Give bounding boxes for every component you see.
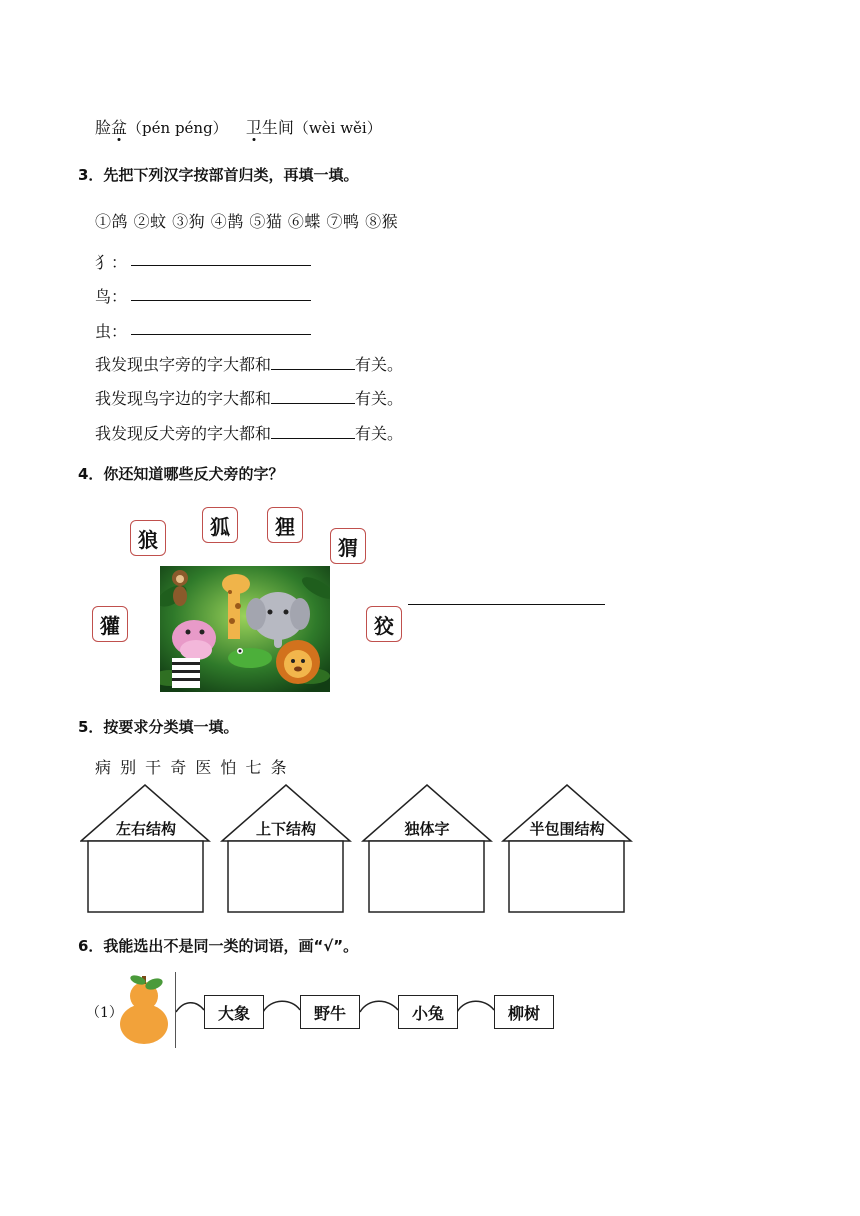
- word-box[interactable]: 大象: [204, 995, 264, 1029]
- question-6-title: 6．我能选出不是同一类的词语，画“√”。: [78, 937, 359, 955]
- word-box[interactable]: 柳树: [494, 995, 554, 1029]
- radical-label-dog: 犭：: [95, 253, 128, 272]
- house-label-half-surround: 半包围结构: [529, 820, 605, 838]
- house-label-left-right: 左右结构: [115, 820, 176, 838]
- word-text: 脸: [95, 118, 112, 137]
- radical-label-insect: 虫：: [95, 322, 128, 341]
- pinyin-options: （pén péng）: [127, 119, 228, 137]
- answer-blank[interactable]: [131, 265, 311, 266]
- sentence-text: 有关。: [355, 424, 404, 443]
- pinyin-line: [95, 115, 382, 138]
- item-number: （1）: [86, 1005, 123, 1021]
- char-list: 病 别 干 奇 医 怕 七 条: [95, 758, 289, 777]
- char-box: 狼: [130, 520, 166, 556]
- pinyin-options: （wèi wěi）: [293, 119, 382, 137]
- char-box: 狐: [202, 507, 238, 543]
- answer-blank[interactable]: [271, 389, 355, 404]
- house-label-top-bottom: 上下结构: [255, 820, 316, 838]
- dotted-char: 盆: [111, 118, 128, 137]
- answer-blank[interactable]: [131, 300, 311, 301]
- sentence-insect: [95, 352, 403, 375]
- sentence-text: 我发现虫字旁的字大都和: [95, 355, 272, 374]
- gourd-icon: [116, 972, 176, 1046]
- char-list: ①鸽 ②蚊 ③狗 ④鹊 ⑤猫 ⑥蝶 ⑦鸭 ⑧猴: [95, 212, 399, 231]
- sentence-text: 我发现鸟字边的字大都和: [95, 389, 272, 408]
- sentence-bird: [95, 386, 403, 409]
- sentence-text: 有关。: [355, 389, 404, 408]
- word-box[interactable]: 野牛: [300, 995, 360, 1029]
- word-box[interactable]: 小兔: [398, 995, 458, 1029]
- radical-label-bird: 鸟：: [95, 287, 128, 306]
- category-houses: [80, 783, 640, 915]
- char-box: 猬: [330, 528, 366, 564]
- sentence-dog: [95, 421, 403, 444]
- answer-blank[interactable]: [408, 604, 605, 605]
- question-5-title: 5．按要求分类填一填。: [78, 718, 239, 736]
- char-box: 獾: [92, 606, 128, 642]
- sentence-text: 有关。: [355, 355, 404, 374]
- question-3-title: 3．先把下列汉字按部首归类，再填一填。: [78, 166, 359, 184]
- dotted-char: 卫: [245, 118, 262, 137]
- house-label-single: 独体字: [404, 820, 450, 838]
- answer-blank[interactable]: [271, 424, 355, 439]
- sentence-text: 我发现反犬旁的字大都和: [95, 424, 272, 443]
- answer-blank[interactable]: [131, 334, 311, 335]
- answer-blank[interactable]: [271, 355, 355, 370]
- char-box: 狸: [267, 507, 303, 543]
- word-text: 生间: [261, 118, 294, 137]
- jungle-animals-image: [160, 566, 330, 692]
- char-box: 狡: [366, 606, 402, 642]
- question-4-title: 4．你还知道哪些反犬旁的字？: [78, 465, 284, 483]
